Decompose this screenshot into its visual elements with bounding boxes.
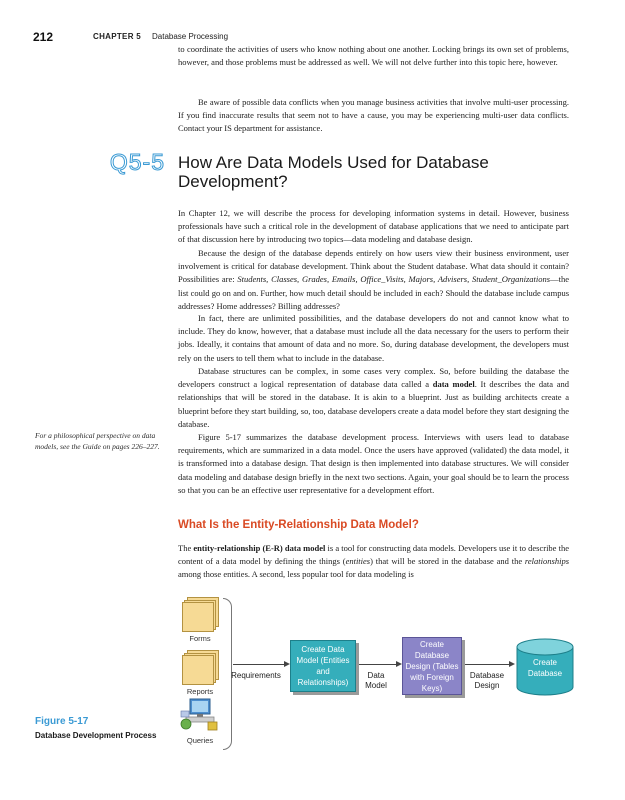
- data-model-label: Data Model: [365, 671, 387, 690]
- intro-paragraph-1: to coordinate the activities of users who know nothing about one another. Locking brings its own set of problems, however, and those problems must be addressed as well. We will not delve further into this topic here, however.: [178, 44, 569, 68]
- queries-label: Queries: [186, 736, 214, 745]
- section-title: How Are Data Models Used for Database Development?: [178, 153, 489, 191]
- section-paragraph-5: Figure 5-17 summarizes the database development process. Interviews with users lead to database requirements, which are summarized in a data model. Once the users have approved (validated) the data model, it is transformed into a database design. That design is then implemented into database structures. We will consider data modeling and database design briefly in the next two sections. Again, your goal should be to learn the process so that you can be an effective user representative for a development effort.: [178, 432, 569, 495]
- section-paragraph-4: Database structures can be complex, in some cases very complex. So, before building the database the developers construct a logical representation of database data called a data model. It describes the data and relationships that will be stored in the database. It is akin to a blueprint. Just as building architects create a blueprint before they start building, so, too, database developers create a data model before they start designing the database.: [178, 366, 570, 429]
- figure-caption: Database Development Process: [35, 731, 157, 740]
- forms-label: Forms: [189, 634, 211, 643]
- create-database-label: Create Database: [527, 658, 563, 678]
- subsection-title: What Is the Entity-Relationship Data Model?: [178, 519, 419, 531]
- section-paragraph-3: In fact, there are unlimited possibilities, and the database developers do not and cannot know what to include. They do know, however, that a database must include all the data necessary for the users to perform their jobs. Ideally, it contains that amount of data and no more. So, during database development, the developers must rely on the users to tell them what to include in the database.: [178, 313, 569, 363]
- create-data-model-box: Create Data Model (Entities and Relationships): [290, 640, 356, 692]
- section-paragraph-2: Because the design of the database depends entirely on how users view their business environment, user involvement is critical for database development. Think about the Student database. What data should it contain? Possibilities are: Students, Classes, Grades, Emails, Office_Visits, Majors, Advisers, Student_Organizations—the list could go on and on. Further, how much detail should be included in each? Should the database include campus addresses? Home addresses? Billing addresses?: [178, 248, 569, 311]
- intro-paragraph-2: Be aware of possible data conflicts when you manage business activities that involve multi-user processing. If you find inaccurate results that seem not to have a cause, you may be experiencing multi-user data conflicts. Contact your IS department for assistance.: [178, 97, 569, 134]
- create-database-design-box: Create Database Design (Tables with Foreign Keys): [402, 637, 462, 695]
- figure-label: Figure 5-17: [35, 716, 89, 727]
- database-design-arrow: [465, 664, 509, 665]
- subsection-paragraph-1: The entity-relationship (E-R) data model is a tool for constructing data models. Developers use it to describe the content of a data model by defining the things (entities) that will be stored in the database and the relationships among those entities. A second, less popular tool for data modeling is: [178, 543, 569, 580]
- requirements-arrow: [233, 664, 284, 665]
- margin-note: For a philosophical perspective on data models, see the Guide on pages 226–227.: [35, 431, 160, 451]
- page-number: 212: [33, 30, 54, 44]
- chapter-label: CHAPTER 5: [93, 32, 142, 41]
- chapter-title: Database Processing: [152, 32, 229, 41]
- queries-computer-icon: [178, 697, 222, 733]
- section-paragraph-1: In Chapter 12, we will describe the process for developing information systems in detail. However, business professionals have such a critical role in the development of database applications that we need to anticipate part of that discussion here by introducing two topics—data modeling and database design.: [178, 208, 569, 245]
- reports-document-icon: [182, 650, 218, 684]
- data-model-arrow: [359, 664, 396, 665]
- forms-document-icon: [182, 597, 218, 631]
- section-number: Q5-5: [109, 149, 165, 175]
- database-design-label: Database Design: [469, 671, 505, 690]
- reports-label: Reports: [186, 687, 214, 696]
- requirements-label: Requirements: [231, 671, 281, 680]
